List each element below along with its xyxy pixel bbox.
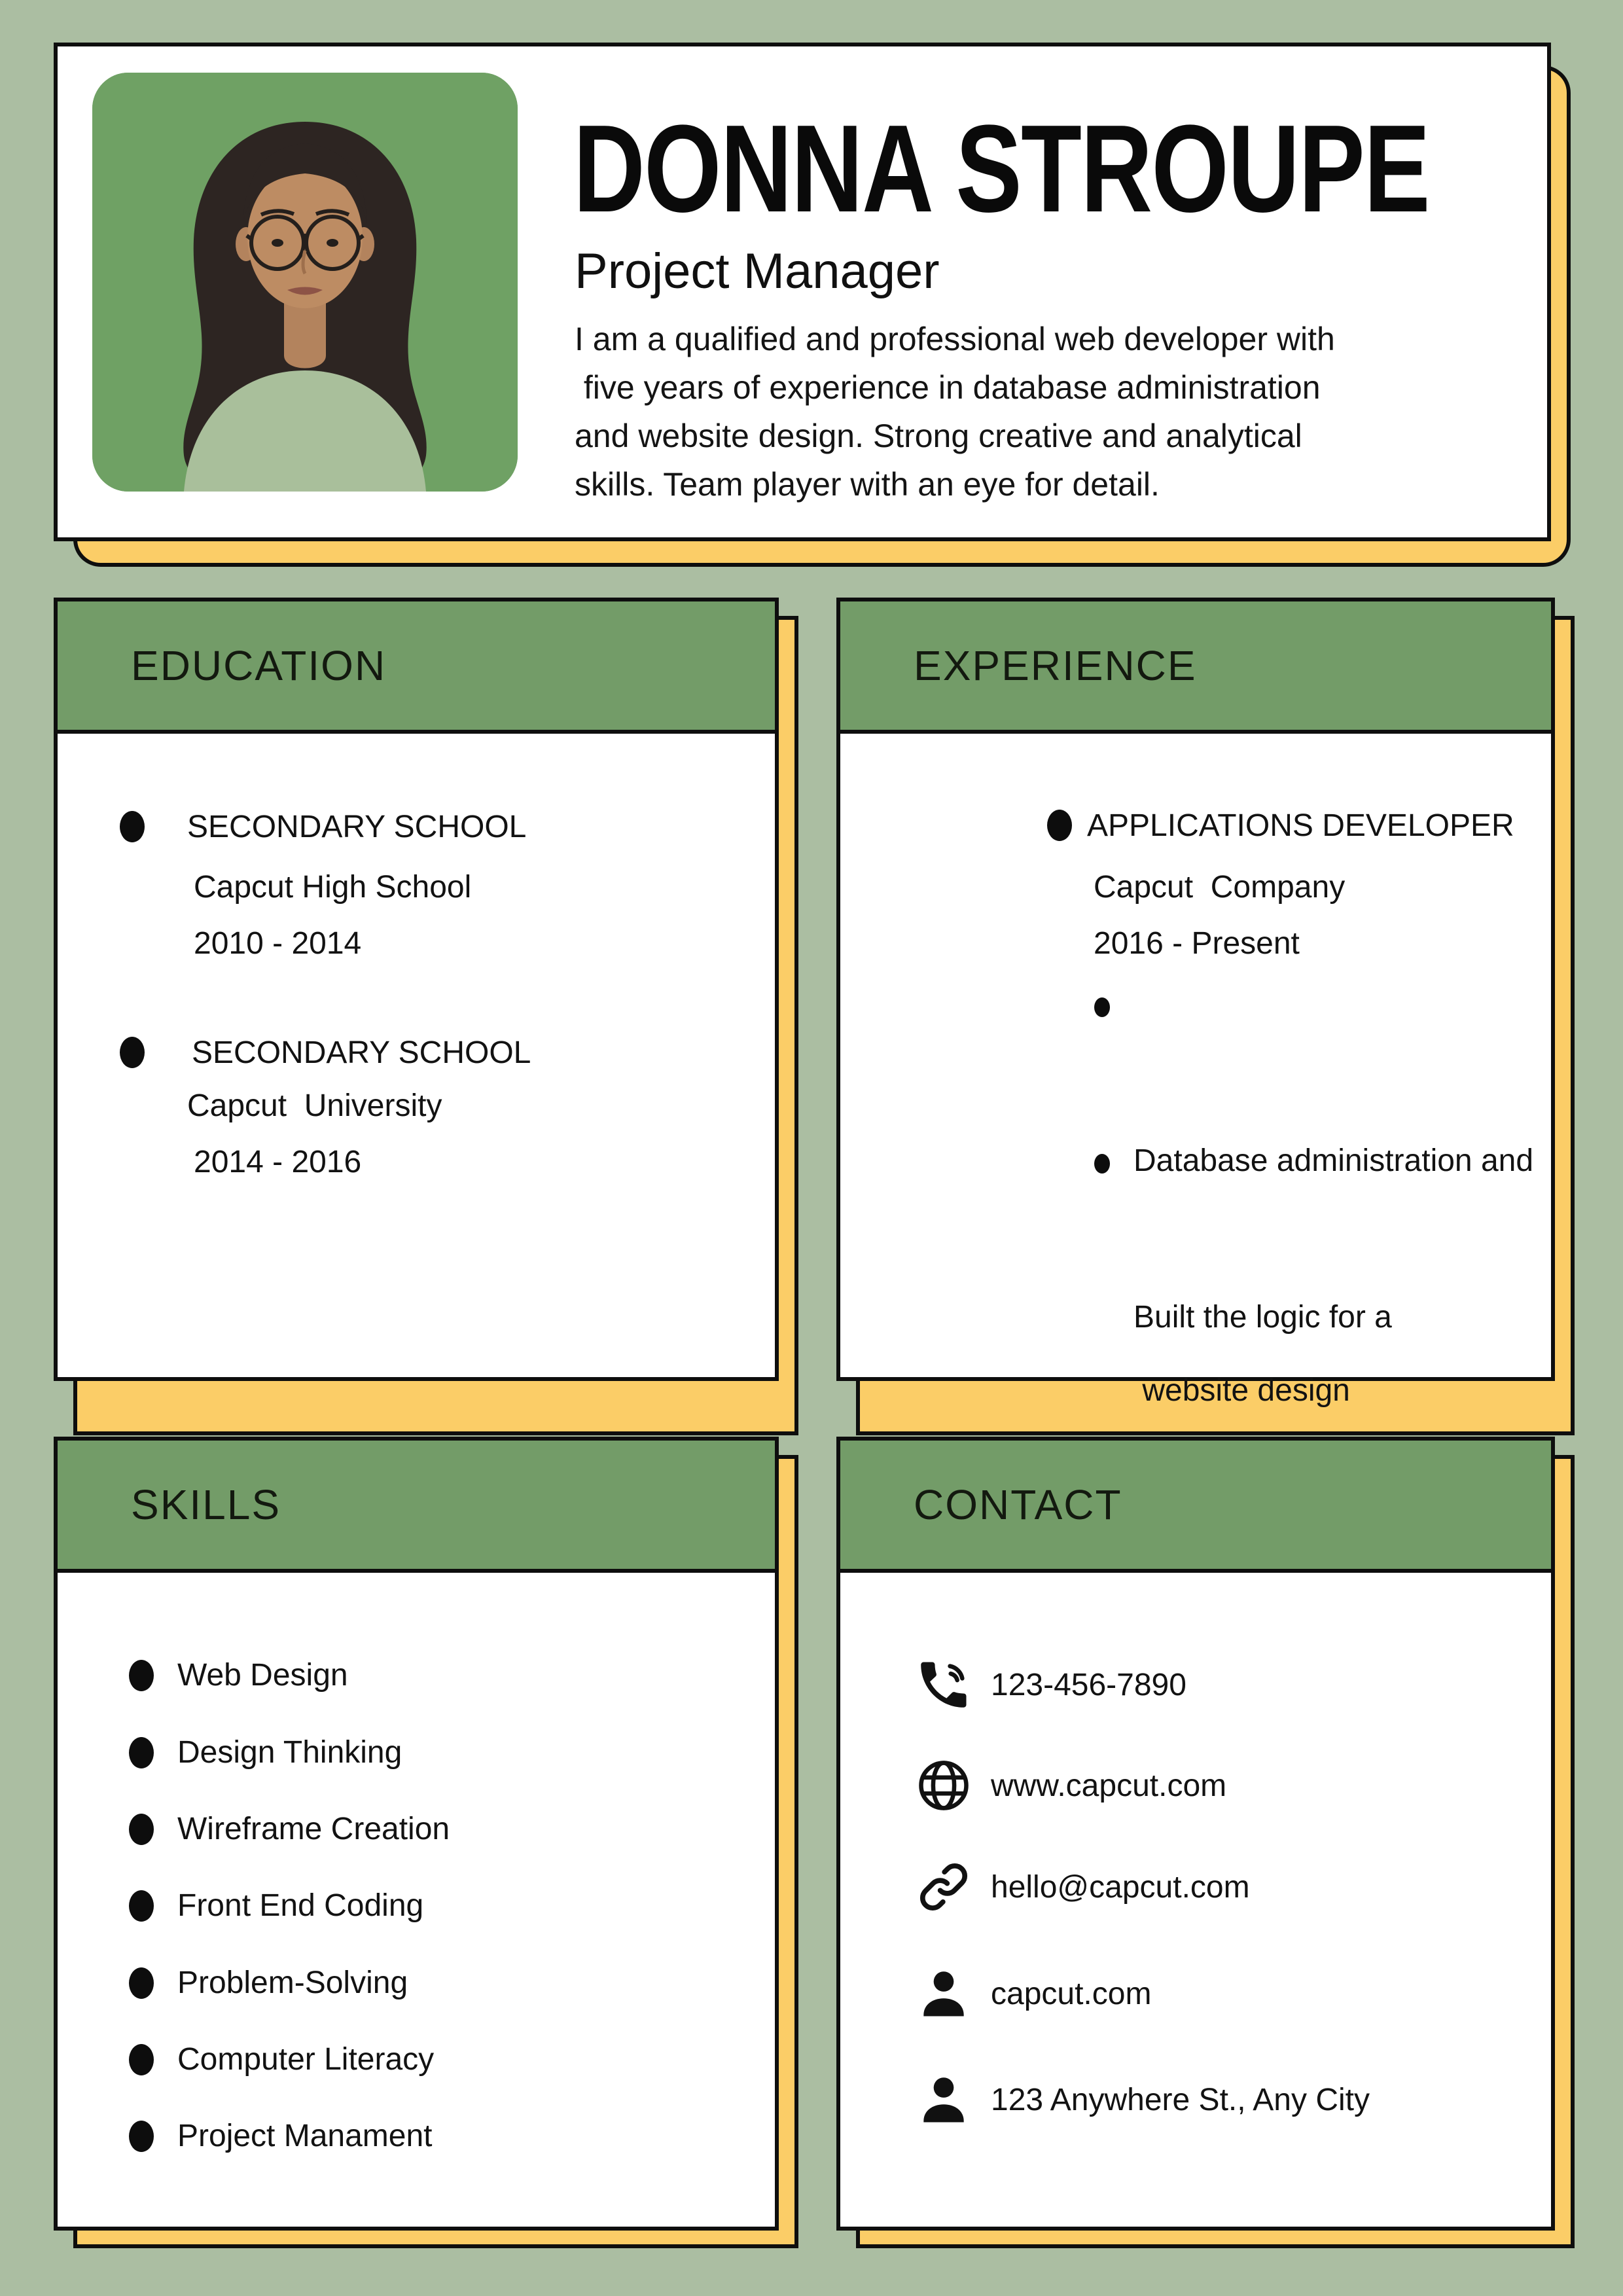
- bullet-dot: [129, 1967, 154, 1999]
- education-title: EDUCATION: [131, 642, 387, 689]
- contact-value: 123 Anywhere St., Any City: [991, 2082, 1370, 2117]
- skill-item: Design Thinking: [177, 1735, 402, 1770]
- contact-value: www.capcut.com: [991, 1768, 1227, 1803]
- portrait-illustration: [92, 73, 518, 492]
- summary-paragraph: [575, 315, 1335, 509]
- experience-card: [836, 598, 1555, 1408]
- skill-item: Front End Coding: [177, 1888, 424, 1923]
- skills-section-header: [58, 1441, 775, 1573]
- highlight-line: Built the logic for a: [1133, 1300, 1392, 1335]
- skill-item: Web Design: [177, 1658, 348, 1693]
- sub-bullet-dot: [1094, 997, 1110, 1017]
- contact-item-profile: [914, 1962, 1151, 2025]
- skill-item: Computer Literacy: [177, 2042, 435, 2077]
- education-years: 2014 - 2016: [194, 1145, 362, 1179]
- contact-item-address: [914, 2068, 1370, 2131]
- phone-icon: [914, 1655, 974, 1715]
- education-section-header: [58, 601, 775, 734]
- highlight-line: website design: [1133, 1373, 1350, 1408]
- contact-value: capcut.com: [991, 1976, 1152, 2011]
- contact-item-email: [914, 1856, 1250, 1918]
- bullet-dot: [129, 1737, 154, 1768]
- education-school: Capcut University: [187, 1088, 442, 1123]
- contact-value: hello@capcut.com: [991, 1869, 1250, 1905]
- person-icon: [914, 1964, 974, 2024]
- skills-title: SKILLS: [131, 1481, 281, 1528]
- summary-line: five years of experience in database administration: [575, 369, 1321, 406]
- summary-line: I am a qualified and professional web developer with: [575, 321, 1335, 357]
- skill-item: Problem-Solving: [177, 1965, 408, 2000]
- job-title: Project Manager: [575, 243, 940, 299]
- person-name: DONNA STROUPE: [573, 99, 1429, 238]
- header-card: [54, 43, 1551, 541]
- education-card: [54, 598, 779, 1381]
- experience-years: 2016 - Present: [1094, 926, 1300, 961]
- sub-bullet-dot: [1094, 1154, 1110, 1174]
- education-school: Capcut High School: [194, 870, 472, 905]
- link-icon: [914, 1857, 974, 1917]
- bullet-dot: [129, 1660, 154, 1691]
- profile-photo: [92, 73, 518, 492]
- highlight-line: Database administration and: [1133, 1143, 1534, 1178]
- bullet-dot: [1047, 810, 1072, 841]
- bullet-dot: [129, 1814, 154, 1845]
- skill-item: Wireframe Creation: [177, 1812, 450, 1846]
- bullet-dot: [120, 811, 145, 842]
- contact-item-phone: [914, 1653, 1186, 1716]
- contact-value: 123-456-7890: [991, 1667, 1186, 1702]
- bullet-dot: [129, 2121, 154, 2152]
- contact-section-header: [840, 1441, 1551, 1573]
- bullet-dot: [120, 1037, 145, 1068]
- education-degree: SECONDARY SCHOOL: [187, 810, 527, 844]
- experience-role: APPLICATIONS DEVELOPER: [1087, 808, 1514, 843]
- experience-title: EXPERIENCE: [914, 642, 1197, 689]
- bullet-dot: [129, 2044, 154, 2075]
- bullet-dot: [129, 1890, 154, 1922]
- person-icon: [914, 2070, 974, 2130]
- globe-icon: [914, 1755, 974, 1816]
- education-years: 2010 - 2014: [194, 926, 362, 961]
- education-degree: SECONDARY SCHOOL: [192, 1035, 531, 1070]
- experience-company: Capcut Company: [1094, 870, 1346, 905]
- skill-item: Project Manament: [177, 2119, 433, 2153]
- contact-title: CONTACT: [914, 1481, 1122, 1528]
- contact-card: [836, 1437, 1555, 2231]
- experience-section-header: [840, 601, 1551, 734]
- summary-line: and website design. Strong creative and analytical: [575, 418, 1302, 454]
- contact-item-website: [914, 1754, 1226, 1817]
- skills-card: [54, 1437, 779, 2231]
- summary-line: skills. Team player with an eye for detail.: [575, 466, 1160, 503]
